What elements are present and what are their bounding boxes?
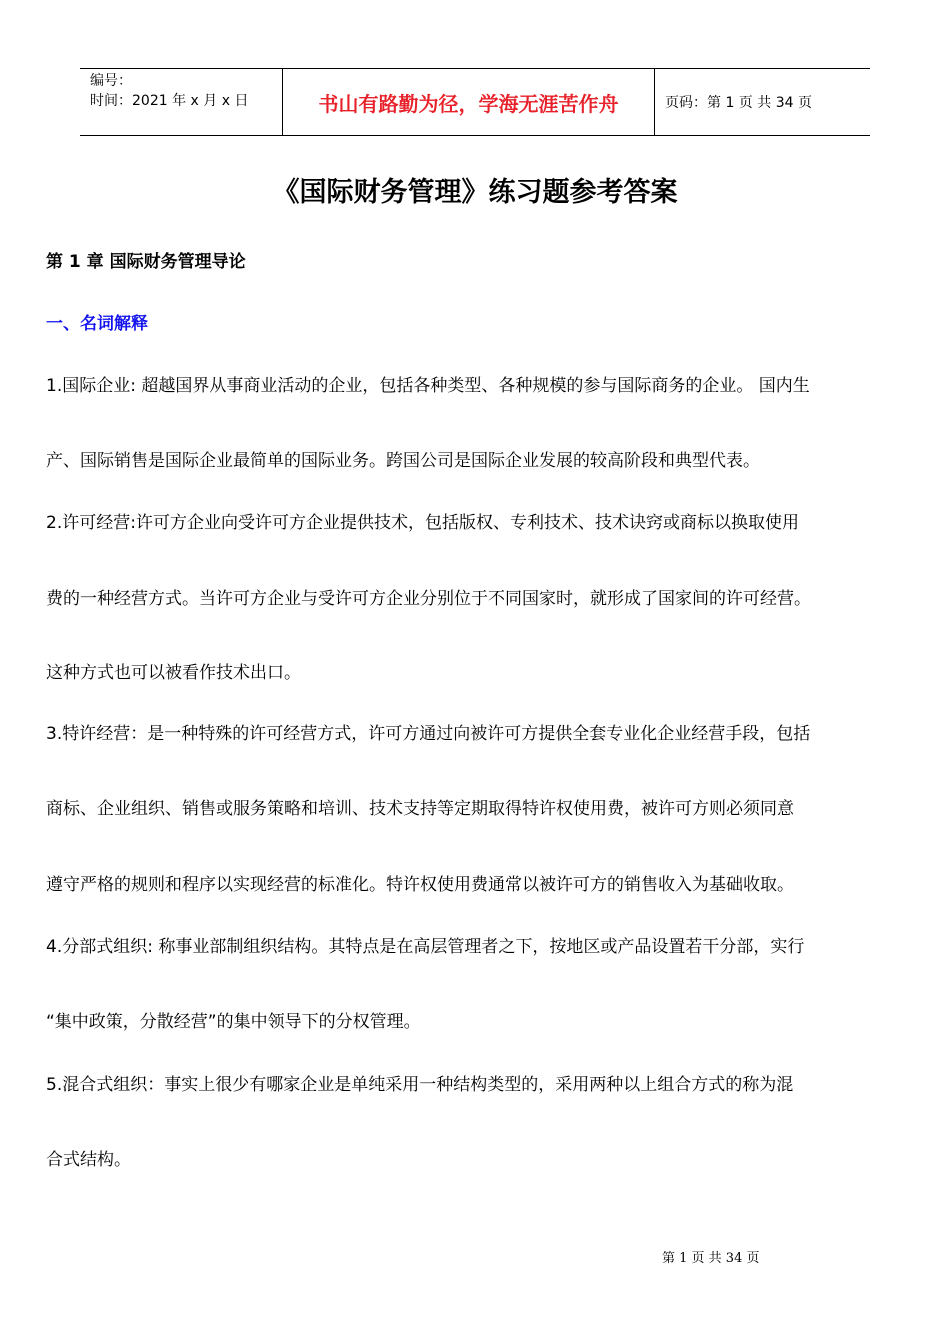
page-footer: 第 1 页 共 34 页 <box>662 1251 760 1266</box>
body-line: 2.许可经营:许可方企业向受许可方企业提供技术，包括版权、专利技术、技术诀窍或商标以换取使用 <box>46 513 799 533</box>
body-line: 4.分部式组织: 称事业部制组织结构。其特点是在高层管理者之下，按地区或产品设置若干分部，实行 <box>46 937 805 957</box>
number-label: 编号： <box>90 73 132 89</box>
body-line: 合式结构。 <box>46 1150 131 1170</box>
body-line: 商标、企业组织、销售或服务策略和培训、技术支持等定期取得特许权使用费，被许可方则必须同意 <box>46 799 794 819</box>
body-line: 1.国际企业: 超越国界从事商业活动的企业，包括各种类型、各种规模的参与国际商务的企业。 国内生 <box>46 376 810 396</box>
header-motto: 书山有路勤为径，学海无涯苦作舟 <box>282 69 655 135</box>
header-page-info: 页码：第 1 页 共 34 页 <box>665 95 812 111</box>
body-line: 费的一种经营方式。当许可方企业与受许可方企业分别位于不同国家时，就形成了国家间的许可经营。 <box>46 589 811 609</box>
chapter-heading: 第 1 章 国际财务管理导论 <box>46 252 246 272</box>
section-heading: 一、名词解释 <box>46 314 148 334</box>
body-line: 5.混合式组织：事实上很少有哪家企业是单纯采用一种结构类型的，采用两种以上组合方式的称为混 <box>46 1075 794 1095</box>
header-meta <box>80 69 282 135</box>
body-line: “集中政策，分散经营”的集中领导下的分权管理。 <box>46 1012 421 1032</box>
body-line: 遵守严格的规则和程序以实现经营的标准化。特许权使用费通常以被许可方的销售收入为基础收取。 <box>46 875 794 895</box>
body-line: 产、国际销售是国际企业最简单的国际业务。跨国公司是国际企业发展的较高阶段和典型代表。 <box>46 451 760 471</box>
document-title: 《国际财务管理》练习题参考答案 <box>272 177 678 208</box>
time-label: 时间：2021 年 x 月 x 日 <box>90 93 249 109</box>
body-line: 3.特许经营：是一种特殊的许可经营方式，许可方通过向被许可方提供全套专业化企业经营手段，包括 <box>46 724 811 744</box>
document-header <box>80 68 870 136</box>
body-line: 这种方式也可以被看作技术出口。 <box>46 663 301 683</box>
